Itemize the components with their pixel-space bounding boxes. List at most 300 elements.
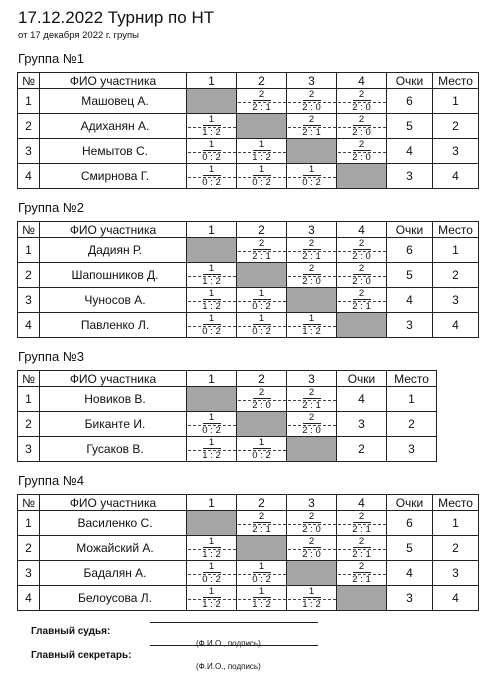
player-number: 3 — [18, 561, 40, 586]
standings-table — [17, 72, 479, 189]
match-result-cell — [187, 586, 237, 611]
player-number: 3 — [18, 139, 40, 164]
match-set-score: 0 : 2 — [188, 425, 236, 436]
match-score — [287, 263, 336, 287]
chief-secretary-hint: (Ф.И.О., подпись) — [196, 662, 261, 671]
player-number: 2 — [18, 263, 40, 288]
player-points: 6 — [387, 238, 433, 263]
match-set-score: 1 : 2 — [188, 276, 236, 287]
match-score — [287, 114, 336, 138]
match-set-score: 2 : 1 — [238, 102, 286, 113]
match-set-score: 1 : 2 — [238, 152, 286, 163]
match-points: 2 — [303, 115, 321, 126]
player-place: 2 — [433, 263, 479, 288]
match-points: 2 — [303, 413, 321, 424]
table-row — [18, 511, 479, 536]
match-points: 2 — [353, 512, 371, 523]
match-points: 1 — [203, 165, 221, 176]
match-points: 1 — [253, 587, 271, 598]
table-row — [18, 164, 479, 189]
player-number: 2 — [18, 536, 40, 561]
match-score — [187, 139, 236, 163]
col-header-place: Место — [433, 73, 479, 89]
match-score — [237, 238, 286, 262]
match-set-score: 2 : 0 — [288, 549, 336, 560]
self-match-cell — [187, 387, 237, 412]
match-points: 2 — [353, 562, 371, 573]
match-result-cell — [337, 536, 387, 561]
match-result-cell — [187, 139, 237, 164]
match-result-cell — [187, 288, 237, 313]
table-row — [18, 561, 479, 586]
chief-secretary-line — [150, 645, 318, 646]
player-name: Машовец А. — [40, 89, 187, 114]
player-number: 3 — [18, 288, 40, 313]
match-set-score: 1 : 2 — [288, 326, 336, 337]
match-set-score: 2 : 1 — [238, 251, 286, 262]
player-points: 6 — [387, 89, 433, 114]
match-score — [287, 89, 336, 113]
player-name: Дадиян Р. — [40, 238, 187, 263]
self-match-cell — [287, 288, 337, 313]
standings-table — [17, 221, 479, 338]
match-score — [187, 263, 236, 287]
match-result-cell — [287, 89, 337, 114]
table-row — [18, 263, 479, 288]
match-points: 1 — [253, 289, 271, 300]
match-points: 2 — [253, 388, 271, 399]
col-header-name: ФИО участника — [40, 371, 187, 387]
group-title: Группа №4 — [18, 473, 84, 488]
player-place: 3 — [433, 561, 479, 586]
col-header-opponent: 3 — [287, 495, 337, 511]
chief-judge-line — [150, 622, 318, 623]
col-header-opponent: 4 — [337, 222, 387, 238]
match-result-cell — [287, 511, 337, 536]
match-result-cell — [287, 412, 337, 437]
match-score — [187, 412, 236, 436]
match-result-cell — [337, 139, 387, 164]
match-score — [187, 114, 236, 138]
match-result-cell — [287, 586, 337, 611]
player-name: Белоусова Л. — [40, 586, 187, 611]
col-header-num: № — [18, 222, 40, 238]
player-number: 4 — [18, 313, 40, 338]
self-match-cell — [337, 313, 387, 338]
match-score — [287, 586, 336, 610]
match-set-score: 2 : 0 — [338, 276, 386, 287]
match-points: 1 — [203, 587, 221, 598]
match-score — [337, 139, 386, 163]
match-points: 2 — [303, 90, 321, 101]
self-match-cell — [237, 536, 287, 561]
player-number: 4 — [18, 586, 40, 611]
match-result-cell — [287, 238, 337, 263]
match-score — [337, 511, 386, 535]
player-place: 1 — [433, 89, 479, 114]
self-match-cell — [187, 238, 237, 263]
match-points: 2 — [253, 512, 271, 523]
match-score — [187, 561, 236, 585]
player-name: Немытов С. — [40, 139, 187, 164]
player-name: Смирнова Г. — [40, 164, 187, 189]
player-number: 3 — [18, 437, 40, 462]
match-points: 1 — [303, 587, 321, 598]
table-row — [18, 586, 479, 611]
match-result-cell — [237, 387, 287, 412]
match-points: 2 — [253, 90, 271, 101]
match-set-score: 0 : 2 — [188, 177, 236, 188]
match-score — [287, 164, 336, 188]
match-result-cell — [337, 288, 387, 313]
header-row — [18, 73, 479, 89]
match-set-score: 0 : 2 — [188, 574, 236, 585]
match-result-cell — [187, 114, 237, 139]
match-points: 2 — [303, 388, 321, 399]
player-number: 2 — [18, 114, 40, 139]
header-row — [18, 495, 479, 511]
match-points: 2 — [353, 140, 371, 151]
player-place: 3 — [433, 288, 479, 313]
col-header-name: ФИО участника — [40, 73, 187, 89]
col-header-points: Очки — [337, 371, 387, 387]
match-points: 2 — [303, 239, 321, 250]
player-points: 5 — [387, 114, 433, 139]
player-place: 2 — [387, 412, 437, 437]
match-score — [337, 263, 386, 287]
player-points: 5 — [387, 263, 433, 288]
player-place: 3 — [433, 139, 479, 164]
match-result-cell — [237, 89, 287, 114]
match-result-cell — [337, 511, 387, 536]
self-match-cell — [287, 561, 337, 586]
match-set-score: 2 : 0 — [288, 524, 336, 535]
match-set-score: 2 : 0 — [338, 251, 386, 262]
match-set-score: 1 : 2 — [188, 301, 236, 312]
match-result-cell — [237, 238, 287, 263]
chief-judge-label: Главный судья: — [31, 626, 111, 637]
match-set-score: 2 : 0 — [238, 400, 286, 411]
self-match-cell — [337, 586, 387, 611]
match-set-score: 2 : 1 — [338, 524, 386, 535]
match-set-score: 2 : 0 — [288, 276, 336, 287]
match-set-score: 0 : 2 — [238, 301, 286, 312]
player-place: 4 — [433, 164, 479, 189]
match-score — [187, 586, 236, 610]
col-header-opponent: 2 — [237, 371, 287, 387]
match-points: 1 — [203, 140, 221, 151]
match-set-score: 1 : 2 — [288, 599, 336, 610]
player-name: Новиков В. — [40, 387, 187, 412]
match-score — [237, 437, 286, 461]
player-name: Гусаков В. — [40, 437, 187, 462]
match-score — [237, 511, 286, 535]
player-name: Чуносов А. — [40, 288, 187, 313]
match-set-score: 2 : 0 — [288, 102, 336, 113]
player-points: 3 — [337, 412, 387, 437]
self-match-cell — [337, 164, 387, 189]
self-match-cell — [287, 139, 337, 164]
standings-table — [17, 494, 479, 611]
match-set-score: 0 : 2 — [188, 152, 236, 163]
match-points: 2 — [303, 512, 321, 523]
match-points: 1 — [203, 289, 221, 300]
match-points: 1 — [253, 314, 271, 325]
col-header-opponent: 2 — [237, 222, 287, 238]
chief-judge-hint: (Ф.И.О., подпись) — [196, 639, 261, 648]
match-result-cell — [187, 412, 237, 437]
player-number: 4 — [18, 164, 40, 189]
match-set-score: 2 : 0 — [288, 425, 336, 436]
match-set-score: 1 : 2 — [238, 599, 286, 610]
match-set-score: 2 : 0 — [338, 102, 386, 113]
player-name: Биканте И. — [40, 412, 187, 437]
match-score — [287, 536, 336, 560]
col-header-opponent: 1 — [187, 73, 237, 89]
match-set-score: 2 : 1 — [288, 251, 336, 262]
match-set-score: 2 : 1 — [238, 524, 286, 535]
match-set-score: 2 : 1 — [338, 301, 386, 312]
player-points: 4 — [337, 387, 387, 412]
match-score — [237, 288, 286, 312]
match-set-score: 0 : 2 — [238, 326, 286, 337]
table-row — [18, 288, 479, 313]
page-subtitle: от 17 декабря 2022 г. грyпы — [18, 30, 139, 41]
match-set-score: 2 : 0 — [338, 152, 386, 163]
match-score — [337, 561, 386, 585]
match-points: 1 — [303, 314, 321, 325]
match-result-cell — [237, 586, 287, 611]
player-place: 2 — [433, 114, 479, 139]
player-points: 3 — [387, 313, 433, 338]
table-row — [18, 114, 479, 139]
match-result-cell — [237, 511, 287, 536]
standings-table — [17, 370, 437, 462]
match-result-cell — [187, 536, 237, 561]
match-set-score: 0 : 2 — [188, 326, 236, 337]
match-points: 1 — [203, 314, 221, 325]
match-points: 2 — [303, 264, 321, 275]
match-points: 2 — [353, 264, 371, 275]
col-header-opponent: 4 — [337, 73, 387, 89]
col-header-points: Очки — [387, 73, 433, 89]
match-score — [237, 586, 286, 610]
match-set-score: 1 : 2 — [188, 549, 236, 560]
player-place: 4 — [433, 586, 479, 611]
match-set-score: 0 : 2 — [288, 177, 336, 188]
col-header-opponent: 3 — [287, 371, 337, 387]
player-points: 3 — [387, 586, 433, 611]
table-row — [18, 387, 437, 412]
player-points: 3 — [387, 164, 433, 189]
match-result-cell — [337, 238, 387, 263]
self-match-cell — [237, 263, 287, 288]
col-header-num: № — [18, 73, 40, 89]
self-match-cell — [237, 412, 287, 437]
player-number: 1 — [18, 387, 40, 412]
match-score — [287, 511, 336, 535]
match-score — [237, 89, 286, 113]
player-points: 4 — [387, 139, 433, 164]
table-row — [18, 89, 479, 114]
match-score — [237, 164, 286, 188]
match-result-cell — [187, 313, 237, 338]
player-place: 3 — [387, 437, 437, 462]
player-place: 1 — [387, 387, 437, 412]
player-points: 4 — [387, 288, 433, 313]
match-points: 2 — [253, 239, 271, 250]
table-row — [18, 139, 479, 164]
col-header-opponent: 1 — [187, 495, 237, 511]
match-score — [237, 387, 286, 411]
match-points: 1 — [303, 165, 321, 176]
player-name: Павленко Л. — [40, 313, 187, 338]
col-header-points: Очки — [387, 222, 433, 238]
match-result-cell — [187, 437, 237, 462]
match-set-score: 2 : 1 — [338, 574, 386, 585]
player-name: Адиханян А. — [40, 114, 187, 139]
match-set-score: 0 : 2 — [238, 177, 286, 188]
match-score — [337, 536, 386, 560]
player-points: 4 — [387, 561, 433, 586]
match-result-cell — [187, 263, 237, 288]
table-row — [18, 313, 479, 338]
match-result-cell — [237, 139, 287, 164]
header-row — [18, 222, 479, 238]
col-header-opponent: 2 — [237, 73, 287, 89]
match-score — [237, 313, 286, 337]
col-header-name: ФИО участника — [40, 222, 187, 238]
self-match-cell — [187, 89, 237, 114]
match-points: 1 — [253, 165, 271, 176]
match-points: 2 — [353, 289, 371, 300]
match-score — [237, 139, 286, 163]
match-points: 2 — [353, 90, 371, 101]
match-points: 2 — [353, 115, 371, 126]
group-title: Группа №2 — [18, 200, 84, 215]
match-set-score: 2 : 1 — [338, 549, 386, 560]
player-place: 2 — [433, 536, 479, 561]
match-score — [337, 288, 386, 312]
match-set-score: 1 : 2 — [188, 450, 236, 461]
chief-secretary-label: Главный секретарь: — [31, 650, 132, 661]
match-score — [287, 387, 336, 411]
match-score — [287, 313, 336, 337]
player-name: Бадалян А. — [40, 561, 187, 586]
match-points: 2 — [353, 537, 371, 548]
page-title: 17.12.2022 Турнир по НТ — [18, 8, 215, 27]
match-points: 1 — [203, 537, 221, 548]
group-title: Группа №1 — [18, 51, 84, 66]
match-set-score: 1 : 2 — [188, 127, 236, 138]
match-result-cell — [337, 114, 387, 139]
match-score — [187, 313, 236, 337]
player-points: 5 — [387, 536, 433, 561]
match-set-score: 2 : 1 — [288, 127, 336, 138]
match-result-cell — [287, 313, 337, 338]
match-score — [337, 238, 386, 262]
match-result-cell — [287, 387, 337, 412]
group-title: Группа №3 — [18, 349, 84, 364]
match-points: 1 — [253, 562, 271, 573]
player-name: Василенко С. — [40, 511, 187, 536]
match-result-cell — [187, 561, 237, 586]
match-points: 1 — [203, 413, 221, 424]
match-score — [187, 437, 236, 461]
player-number: 2 — [18, 412, 40, 437]
match-score — [287, 412, 336, 436]
match-result-cell — [287, 114, 337, 139]
table-row — [18, 437, 437, 462]
match-score — [287, 238, 336, 262]
player-name: Можайский А. — [40, 536, 187, 561]
header-row — [18, 371, 437, 387]
match-score — [237, 561, 286, 585]
match-score — [187, 288, 236, 312]
match-points: 1 — [203, 115, 221, 126]
match-set-score: 2 : 0 — [338, 127, 386, 138]
player-number: 1 — [18, 511, 40, 536]
table-row — [18, 536, 479, 561]
self-match-cell — [287, 437, 337, 462]
match-result-cell — [237, 288, 287, 313]
match-score — [187, 164, 236, 188]
match-result-cell — [237, 313, 287, 338]
match-result-cell — [337, 263, 387, 288]
player-number: 1 — [18, 89, 40, 114]
match-result-cell — [337, 89, 387, 114]
player-place: 1 — [433, 238, 479, 263]
player-points: 6 — [387, 511, 433, 536]
match-points: 1 — [203, 438, 221, 449]
match-set-score: 1 : 2 — [188, 599, 236, 610]
match-points: 2 — [303, 537, 321, 548]
col-header-opponent: 1 — [187, 371, 237, 387]
player-points: 2 — [337, 437, 387, 462]
self-match-cell — [237, 114, 287, 139]
col-header-name: ФИО участника — [40, 495, 187, 511]
col-header-place: Место — [433, 495, 479, 511]
match-result-cell — [237, 164, 287, 189]
match-result-cell — [287, 536, 337, 561]
match-points: 1 — [253, 438, 271, 449]
match-score — [187, 536, 236, 560]
match-points: 1 — [203, 562, 221, 573]
match-result-cell — [237, 437, 287, 462]
col-header-opponent: 1 — [187, 222, 237, 238]
match-result-cell — [337, 561, 387, 586]
match-set-score: 2 : 1 — [288, 400, 336, 411]
col-header-opponent: 3 — [287, 222, 337, 238]
match-set-score: 0 : 2 — [238, 574, 286, 585]
self-match-cell — [187, 511, 237, 536]
match-result-cell — [237, 561, 287, 586]
player-place: 4 — [433, 313, 479, 338]
col-header-place: Место — [433, 222, 479, 238]
match-result-cell — [187, 164, 237, 189]
player-name: Шапошников Д. — [40, 263, 187, 288]
match-points: 2 — [353, 239, 371, 250]
col-header-points: Очки — [387, 495, 433, 511]
match-result-cell — [287, 164, 337, 189]
match-points: 1 — [203, 264, 221, 275]
col-header-opponent: 4 — [337, 495, 387, 511]
player-place: 1 — [433, 511, 479, 536]
table-row — [18, 238, 479, 263]
match-score — [337, 114, 386, 138]
match-points: 1 — [253, 140, 271, 151]
match-result-cell — [287, 263, 337, 288]
